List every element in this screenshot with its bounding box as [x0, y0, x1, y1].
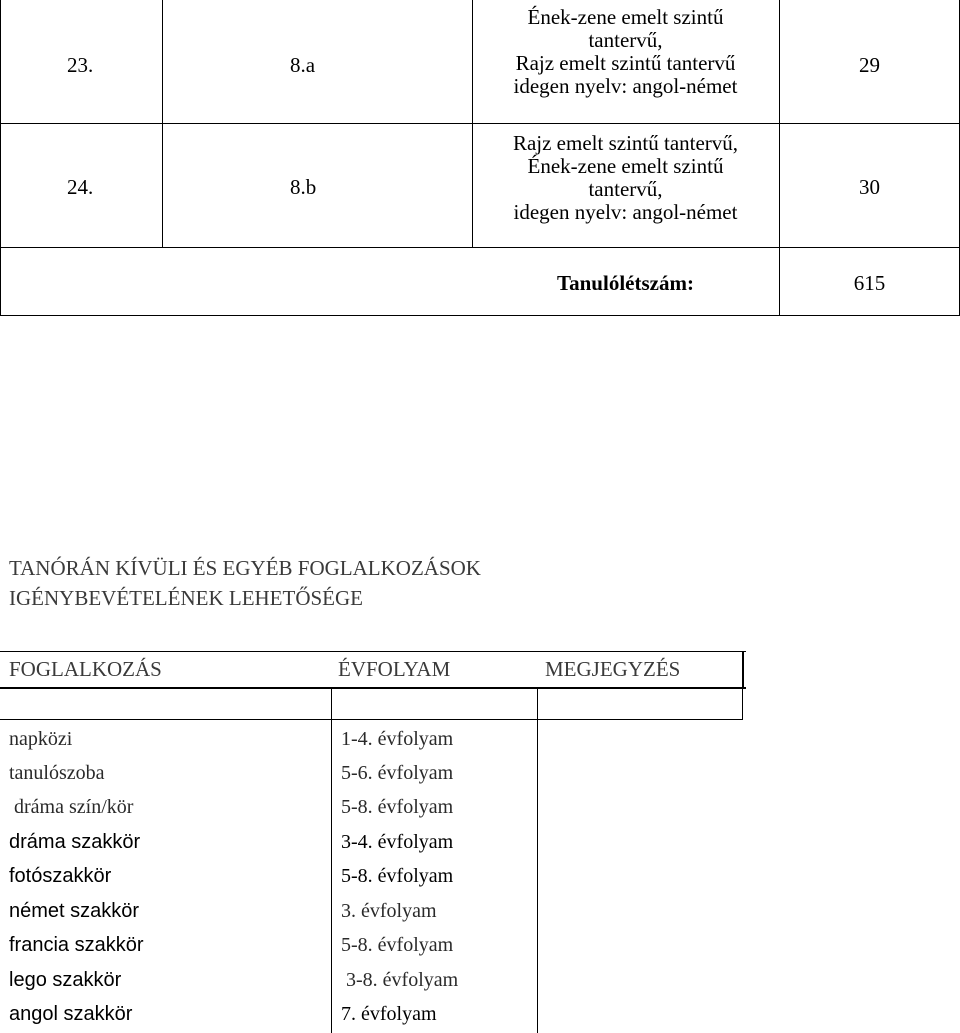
table-border: [779, 0, 780, 316]
desc-line: Rajz emelt szintű tantervű,: [512, 131, 739, 155]
activity-grade: 3-4. évfolyam: [341, 831, 454, 853]
desc-line: idegen nyelv: angol-német: [513, 200, 738, 224]
activity-name: fotószakkör: [9, 865, 112, 887]
class-description: [472, 6, 779, 98]
table-border: [0, 247, 960, 248]
class-name: 8.a: [290, 53, 316, 77]
row-number: 24.: [67, 175, 94, 199]
table-border: [0, 687, 746, 689]
table-border: [331, 689, 332, 720]
activity-grade: 7. évfolyam: [341, 1003, 437, 1025]
table-border: [331, 720, 332, 1033]
table-border: [0, 0, 1, 316]
section-title-line: TANÓRÁN KÍVÜLI ÉS EGYÉB FOGLALKOZÁSOK: [9, 556, 481, 580]
activity-grade: 5-8. évfolyam: [341, 796, 454, 818]
total-label: Tanulólétszám:: [557, 271, 694, 295]
desc-line: tantervű,: [588, 28, 663, 52]
activity-name: lego szakkör: [9, 969, 122, 991]
column-header-grade: ÉVFOLYAM: [338, 657, 451, 681]
total-value: 615: [853, 271, 886, 295]
class-description: [472, 132, 779, 224]
activity-name: tanulószoba: [9, 762, 105, 784]
column-header-note: MEGJEGYZÉS: [545, 657, 681, 681]
table-border: [0, 315, 960, 316]
table-border: [537, 689, 538, 720]
table-border: [742, 689, 743, 720]
section-title-line: IGÉNYBEVÉTELÉNEK LEHETŐSÉGE: [9, 586, 364, 610]
table-border: [0, 719, 743, 720]
activity-name: dráma szakkör: [9, 831, 141, 853]
student-count: 29: [859, 53, 880, 77]
activity-grade: 3. évfolyam: [341, 900, 437, 922]
desc-line: Ének-zene emelt szintű: [527, 154, 724, 178]
row-number: 23.: [67, 53, 94, 77]
activity-name: napközi: [9, 728, 73, 750]
activity-name: német szakkör: [9, 900, 140, 922]
activity-grade: 5-6. évfolyam: [341, 762, 454, 784]
section-title: [9, 553, 481, 613]
desc-line: tantervű,: [588, 177, 663, 201]
table-border: [537, 720, 538, 1033]
activity-grade: 5-8. évfolyam: [341, 934, 454, 956]
activity-grade: 3-8. évfolyam: [341, 969, 459, 991]
table-border: [0, 123, 960, 124]
activity-grade: 5-8. évfolyam: [341, 865, 454, 887]
activity-name: dráma szín/kör: [9, 796, 134, 818]
activity-grade: 1-4. évfolyam: [341, 728, 454, 750]
column-header-activity: FOGLALKOZÁS: [9, 657, 162, 681]
activity-name: angol szakkör: [9, 1003, 133, 1025]
student-count: 30: [859, 175, 880, 199]
activity-name: francia szakkör: [9, 934, 144, 956]
desc-line: Ének-zene emelt szintű: [527, 5, 724, 29]
desc-line: idegen nyelv: angol-német: [513, 74, 738, 98]
class-name: 8.b: [290, 175, 317, 199]
table-border: [742, 651, 744, 688]
desc-line: Rajz emelt szintű tantervű: [515, 51, 736, 75]
